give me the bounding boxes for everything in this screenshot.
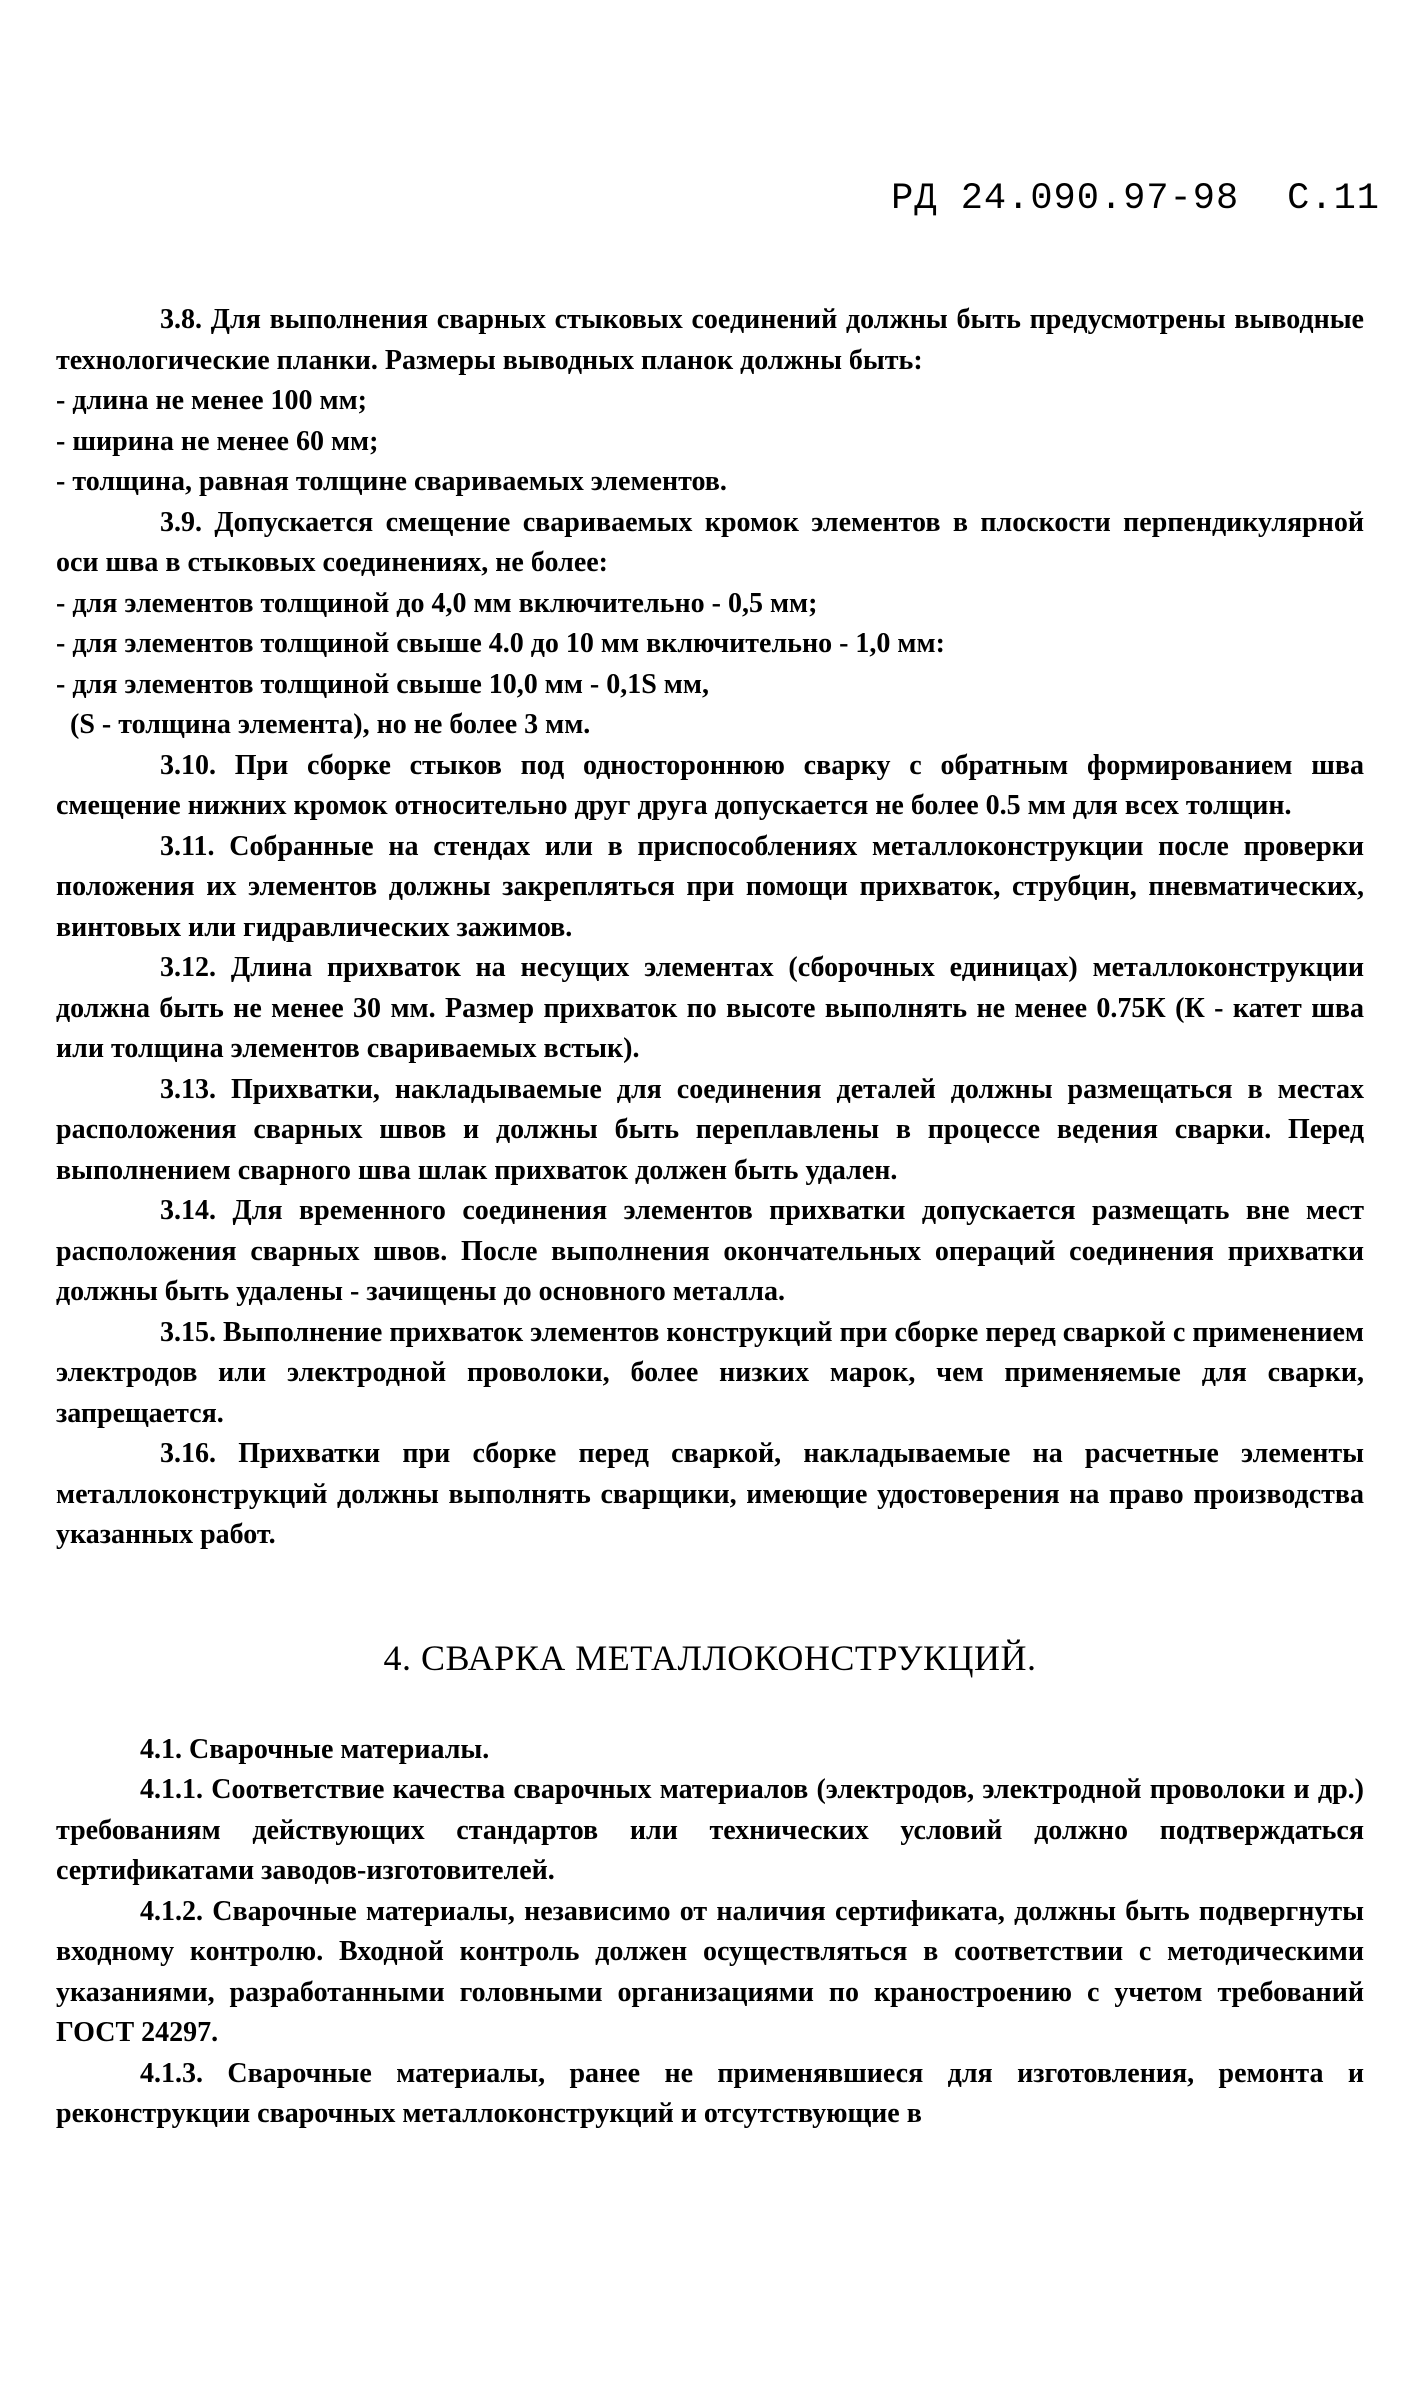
paragraph-3-10: 3.10. При сборке стыков под одностороннюю сварку с обратным формированием шва смещение нижних кромок относительно друг друга допускается не более 0.5 мм для всех толщин. — [56, 749, 1364, 821]
paragraph-3-12: 3.12. Длина прихваток на несущих элементах (сборочных единицах) металлоконструкции должна быть не менее 30 мм. Размер прихваток по высоте выполнять не менее 0.75К (К - катет шва или толщина элементов свариваемых встык). — [56, 952, 1364, 1064]
list-item: - толщина, равная толщине свариваемых элементов. — [56, 466, 727, 497]
list-item: - для элементов толщиной до 4,0 мм включительно - 0,5 мм; — [56, 587, 818, 619]
document-body — [56, 300, 1364, 2135]
paragraph-4-1-1: 4.1.1. Соответствие качества сварочных материалов (электродов, электродной проволоки и др.) требованиям действующих стандартов или технических условий должно подтверждаться сертификатами заводов-изготовителей. — [56, 1774, 1364, 1886]
paragraph-3-16: 3.16. Прихватки при сборке перед сваркой, накладываемые на расчетные элементы металлоконструкций должны выполнять сварщики, имеющие удостоверения на право производства указанных работ. — [56, 1438, 1364, 1550]
paragraph-3-13: 3.13. Прихватки, накладываемые для соединения деталей должны размещаться в местах расположения сварных швов и должны быть переплавлены в процессе ведения сварки. Перед выполнением сварного шва шлак прихваток должен быть удален. — [56, 1073, 1364, 1186]
document-code: РД 24.090.97-98 — [891, 178, 1240, 220]
list-item: - для элементов толщиной свыше 10,0 мм - 0,1S мм, — [56, 668, 709, 700]
list-item: - для элементов толщиной свыше 4.0 до 10 мм включительно - 1,0 мм: — [56, 628, 945, 659]
page-header — [891, 178, 1380, 220]
paragraph-3-9: 3.9. Допускается смещение свариваемых кромок элементов в плоскости перпендикулярной оси шва в стыковых соединениях, не более: — [56, 506, 1364, 578]
paragraph-3-11: 3.11. Собранные на стендах или в приспособлениях металлоконструкции после проверки положения их элементов должны закрепляться при помощи прихваток, струбцин, пневматических, винтовых или гидравлических зажимов. — [56, 830, 1364, 943]
paragraph-3-15: 3.15. Выполнение прихваток элементов конструкций при сборке перед сваркой с применением электродов или электродной проволоки, более низких марок, чем применяемые для сварки, запрещается. — [56, 1316, 1364, 1429]
paragraph-3-14: 3.14. Для временного соединения элементов прихватки допускается размещать вне мест расположения сварных швов. После выполнения окончательных операций соединения прихватки должны быть удалены - зачищены до основного металла. — [56, 1195, 1364, 1307]
page-number: С.11 — [1287, 178, 1380, 220]
subsection-heading: 4.1. Сварочные материалы. — [140, 1733, 490, 1765]
paragraph-3-8: 3.8. Для выполнения сварных стыковых соединений должны быть предусмотрены выводные технологические планки. Размеры выводных планок должны быть: — [56, 304, 1364, 376]
paragraph-4-1-3: 4.1.3. Сварочные материалы, ранее не применявшиеся для изготовления, ремонта и реконструкции сварочных металлоконструкций и отсутствующие в — [56, 2057, 1364, 2129]
thickness-note: (S - толщина элемента), но не более 3 мм. — [70, 709, 591, 740]
list-item: - ширина не менее 60 мм; — [56, 425, 379, 457]
paragraph-4-1-2: 4.1.2. Сварочные материалы, независимо от наличия сертификата, должны быть подвергнуты входному контролю. Входной контроль должен осуществляться в соответствии с методическими указаниями, разработанными головными организациями по краностроению с учетом требований ГОСТ 24297. — [56, 1895, 1364, 2048]
section-title: 4. СВАРКА МЕТАЛЛОКОНСТРУКЦИЙ. — [383, 1637, 1037, 1678]
list-item: - длина не менее 100 мм; — [56, 385, 367, 416]
